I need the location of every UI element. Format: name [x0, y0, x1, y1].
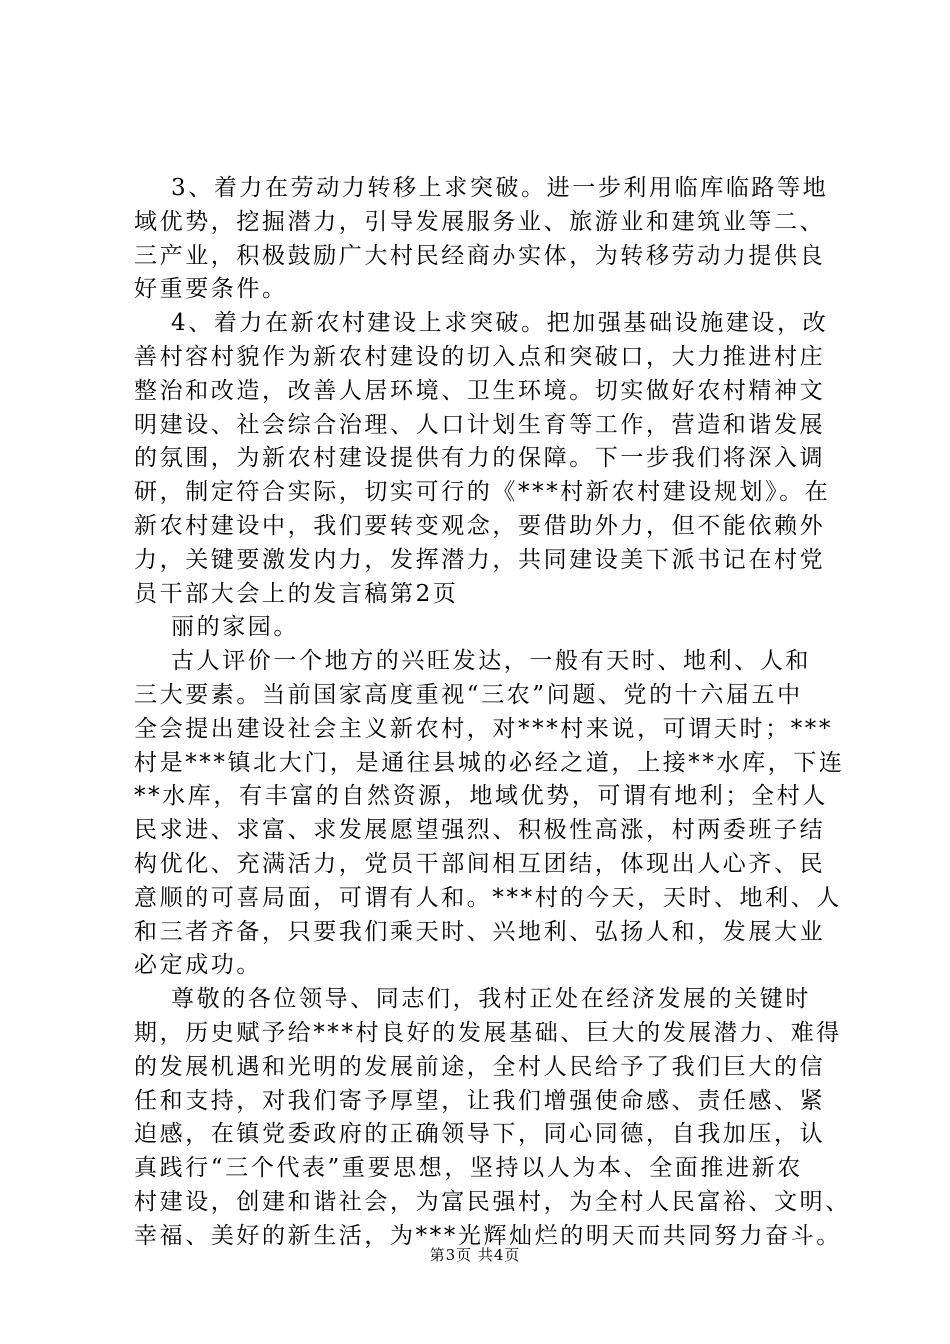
page-footer	[0, 1245, 950, 1265]
text-line: 4、着力在新农村建设上求突破。把加强基础设施建设，改	[171, 310, 829, 337]
text-line: 期，历史赋予给***村良好的发展基础、巨大的发展潜力、难得	[134, 1019, 842, 1046]
text-line: 尊敬的各位领导、同志们，我村正处在经济发展的关键时	[171, 986, 811, 1013]
text-line: 意顺的可喜局面，可谓有人和。***村的今天，天时、地利、人	[134, 884, 842, 911]
text-line: 真践行“三个代表”重要思想，坚持以人为本、全面推进新农	[134, 1155, 803, 1182]
text-line: 村是***镇北大门，是通往县城的必经之道，上接**水库，下连	[134, 749, 845, 776]
text-line: 全会提出建设社会主义新农村，对***村来说，可谓天时；***	[134, 715, 833, 742]
text-line: 构优化、充满活力，党员干部间相互团结，体现出人心齐、民	[134, 850, 826, 877]
text-line: 员干部大会上的发言稿第2页	[134, 580, 459, 607]
text-line: 必定成功。	[134, 952, 262, 979]
text-line: 力，关键要激发内力，发挥潜力，共同建设美下派书记在村党	[134, 546, 826, 573]
text-line: 任和支持，对我们寄予厚望，让我们增强使命感、责任感、紧	[134, 1087, 826, 1114]
text-line: 村建设，创建和谐社会，为富民强村，为全村人民富裕、文明、	[134, 1188, 851, 1215]
text-line: 善村容村貌作为新农村建设的切入点和突破口，大力推进村庄	[134, 343, 826, 370]
text-line: 迫感，在镇党委政府的正确领导下，同心同德，自我加压，认	[134, 1121, 826, 1148]
text-line: 和三者齐备，只要我们乘天时、兴地利、弘扬人和，发展大业	[134, 918, 826, 945]
text-line: 幸福、美好的新生活，为***光辉灿烂的明天而共同努力奋斗。	[134, 1222, 842, 1249]
text-line: 民求进、求富、求发展愿望强烈、积极性高涨，村两委班子结	[134, 817, 826, 844]
text-line: 古人评价一个地方的兴旺发达，一般有天时、地利、人和	[171, 648, 811, 675]
text-line: 三产业，积极鼓励广大村民经商办实体，为转移劳动力提供良	[134, 242, 826, 269]
document-body	[134, 172, 851, 1254]
text-line: 域优势，挖掘潜力，引导发展服务业、旅游业和建筑业等二、	[134, 208, 826, 235]
text-line: 研，制定符合实际，切实可行的《***村新农村建设规划》。在	[134, 479, 831, 506]
text-line: 整治和改造，改善人居环境、卫生环境。切实做好农村精神文	[134, 377, 826, 404]
text-line: 明建设、社会综合治理、人口计划生育等工作，营造和谐发展	[134, 411, 826, 438]
text-line: **水库，有丰富的自然资源，地域优势，可谓有地利；全村人	[134, 783, 828, 810]
text-line: 3、着力在劳动力转移上求突破。进一步利用临库临路等地	[171, 175, 829, 201]
page-number: 第3页 共4页	[429, 1246, 521, 1264]
text-line: 的发展机遇和光明的发展前途，全村人民给予了我们巨大的信	[134, 1053, 826, 1080]
text-line: 的氛围，为新农村建设提供有力的保障。下一步我们将深入调	[134, 445, 826, 472]
text-line: 好重要条件。	[134, 276, 288, 303]
text-line: 新农村建设中，我们要转变观念，要借助外力，但不能依赖外	[134, 512, 826, 539]
text-line: 三大要素。当前国家高度重视“三农”问题、党的十六届五中	[134, 681, 803, 708]
text-line: 丽的家园。	[171, 614, 299, 641]
